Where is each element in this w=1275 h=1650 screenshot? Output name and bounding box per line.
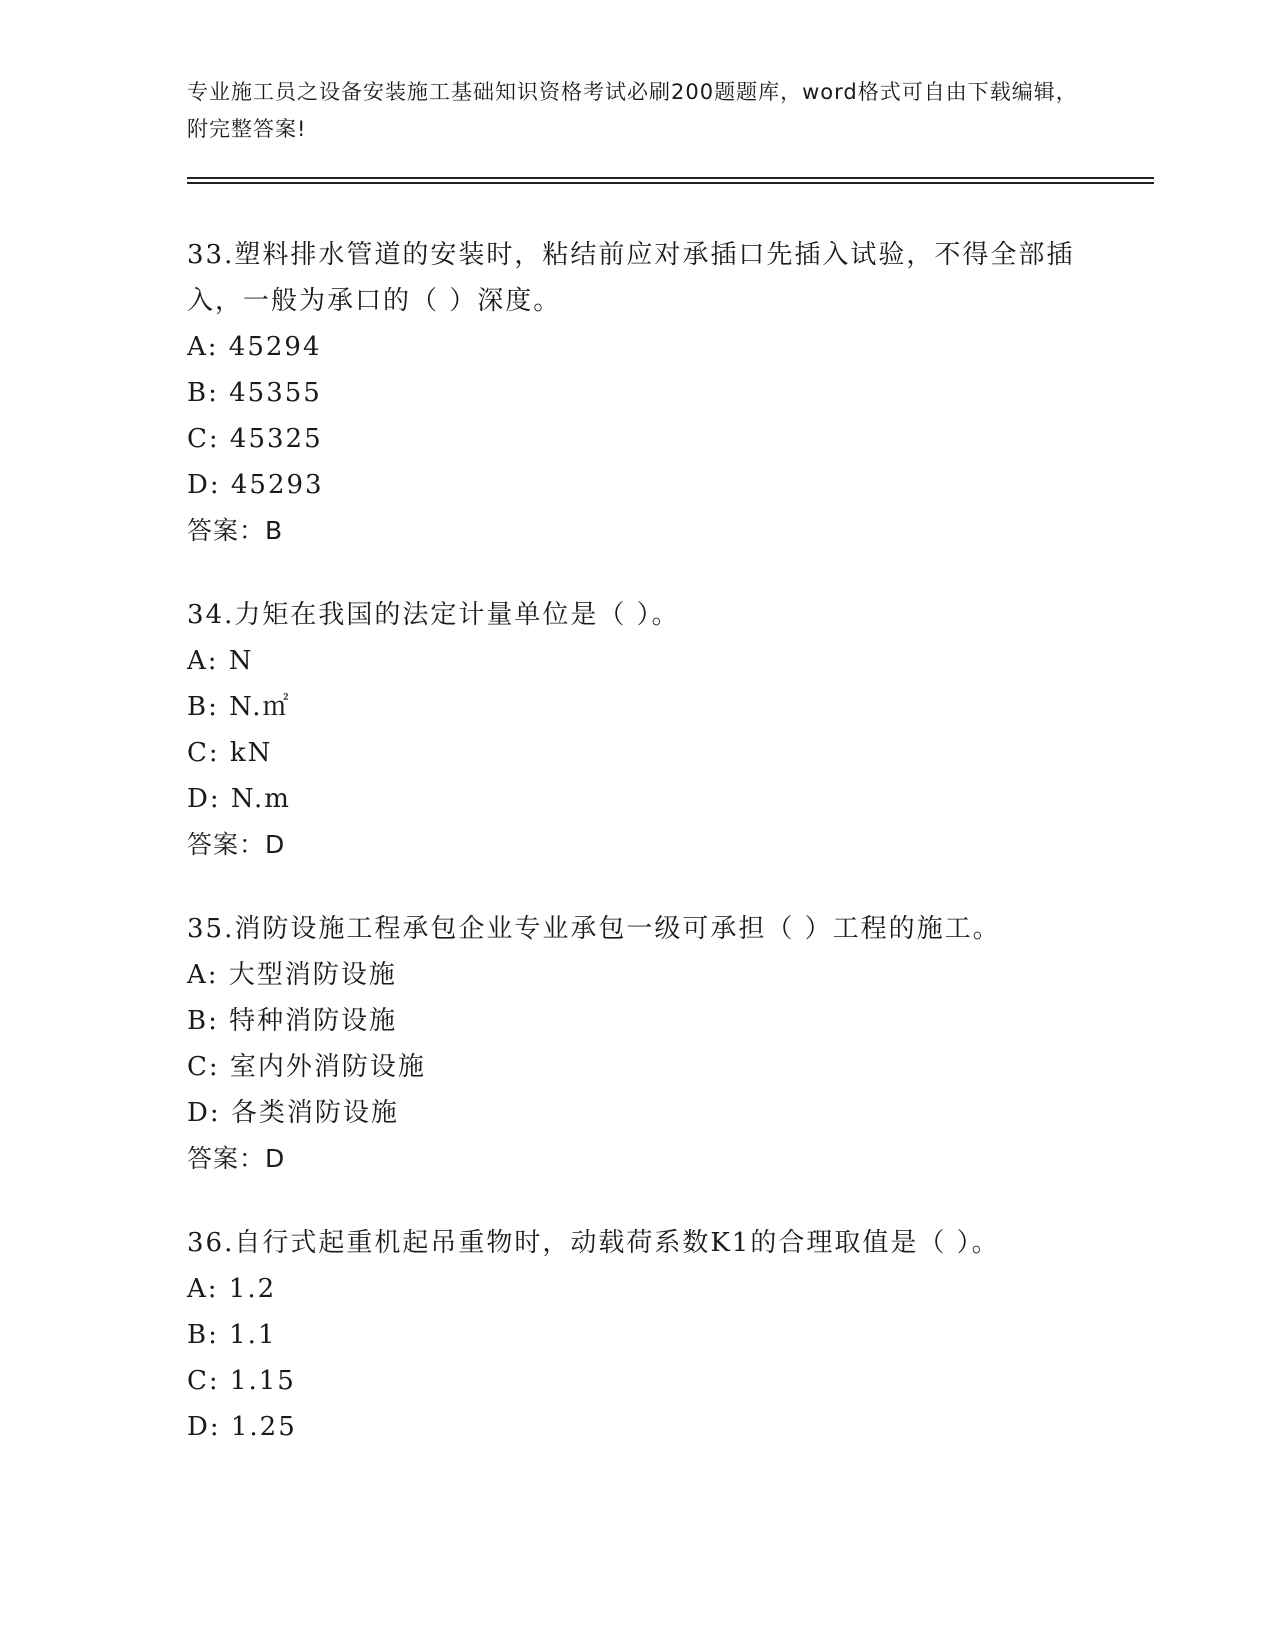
option-b: B: 45355 — [187, 378, 322, 408]
option-d: D: 45293 — [187, 470, 324, 500]
header-divider-top — [187, 177, 1154, 179]
question-list — [187, 232, 1087, 1488]
option-a: A: 45294 — [187, 332, 322, 362]
answer-line: 答案：B — [187, 516, 284, 545]
option-a: A: 大型消防设施 — [187, 960, 397, 990]
question-stem: 33.塑料排水管道的安装时，粘结前应对承插口先插入试验，不得全部插入，一般为承口的（ ）深度。 — [187, 240, 1075, 316]
question-stem: 34.力矩在我国的法定计量单位是（ ）。 — [187, 600, 680, 630]
option-c: C: 室内外消防设施 — [187, 1052, 426, 1082]
header-divider-bottom — [187, 182, 1154, 184]
answer-line: 答案：D — [187, 1144, 286, 1173]
option-a: A: 1.2 — [187, 1274, 277, 1304]
option-b: B: 1.1 — [187, 1320, 277, 1350]
option-c: C: kN — [187, 738, 273, 768]
option-c: C: 45325 — [187, 424, 323, 454]
option-d: D: 1.25 — [187, 1412, 297, 1442]
option-d: D: N.m — [187, 784, 291, 814]
question-36 — [187, 1220, 1087, 1450]
question-35 — [187, 906, 1087, 1182]
option-c: C: 1.15 — [187, 1366, 296, 1396]
answer-line: 答案：D — [187, 830, 286, 859]
question-34 — [187, 592, 1087, 868]
question-stem: 36.自行式起重机起吊重物时，动载荷系数K1的合理取值是（ ）。 — [187, 1228, 1000, 1258]
option-a: A: N — [187, 646, 254, 676]
option-b: B: N.㎡ — [187, 692, 291, 722]
option-d: D: 各类消防设施 — [187, 1098, 399, 1128]
option-b: B: 特种消防设施 — [187, 1006, 398, 1036]
question-stem: 35.消防设施工程承包企业专业承包一级可承担（ ）工程的施工。 — [187, 914, 1001, 944]
document-header: 专业施工员之设备安装施工基础知识资格考试必刷200题题库，word格式可自由下载编辑，附完整答案! — [187, 80, 1078, 141]
question-33 — [187, 232, 1087, 554]
